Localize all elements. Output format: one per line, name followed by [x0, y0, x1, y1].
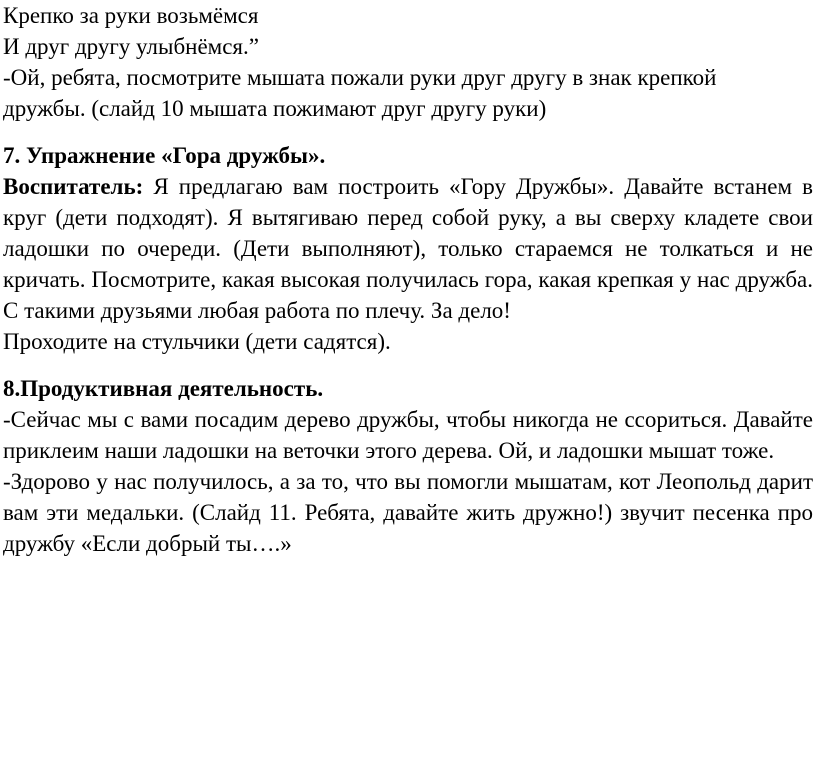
chairs-paragraph: Проходите на стульчики (дети садятся).	[3, 329, 391, 354]
section-7-heading: 7. Упражнение «Гора дружбы».	[3, 143, 326, 168]
intro-line-2: дружбы. (слайд 10 мышата пожимают друг другу руки)	[3, 96, 547, 121]
section-7-paragraph	[3, 171, 813, 326]
speaker-text: Я предлагаю вам построить «Гору Дружбы». Давайте встанем в круг (дети подходят). Я вытягиваю перед собой руку, а вы сверху кладете свои ладошки по очереди. (Дети выполняют), только стараемся не толкаться и не кричать. Посмотрите, какая высокая получилась гора, какая крепкая у нас дружба. С такими друзьями любая работа по плечу. За дело!	[3, 174, 813, 323]
section-8-heading: 8.Продуктивная деятельность.	[3, 376, 324, 401]
section-8-paragraph-2: -Здорово у нас получилось, а за то, что вы помогли мышатам, кот Леопольд дарит вам эти медальки. (Слайд 11. Ребята, давайте жить дружно!) звучит песенка про дружбу «Если добрый ты….»	[3, 469, 813, 556]
poem-line-1: Крепко за руки возьмёмся	[3, 3, 259, 28]
document-page	[3, 0, 813, 559]
intro-line-1: -Ой, ребята, посмотрите мышата пожали руки друг другу в знак крепкой	[3, 65, 717, 90]
poem-line-2: И друг другу улыбнёмся.”	[3, 34, 259, 59]
section-8-paragraph-1: -Сейчас мы с вами посадим дерево дружбы, чтобы никогда не ссориться. Давайте приклеим наши ладошки на веточки этого дерева. Ой, и ладошки мышат тоже.	[3, 407, 813, 463]
speaker-label: Воспитатель:	[3, 174, 144, 199]
